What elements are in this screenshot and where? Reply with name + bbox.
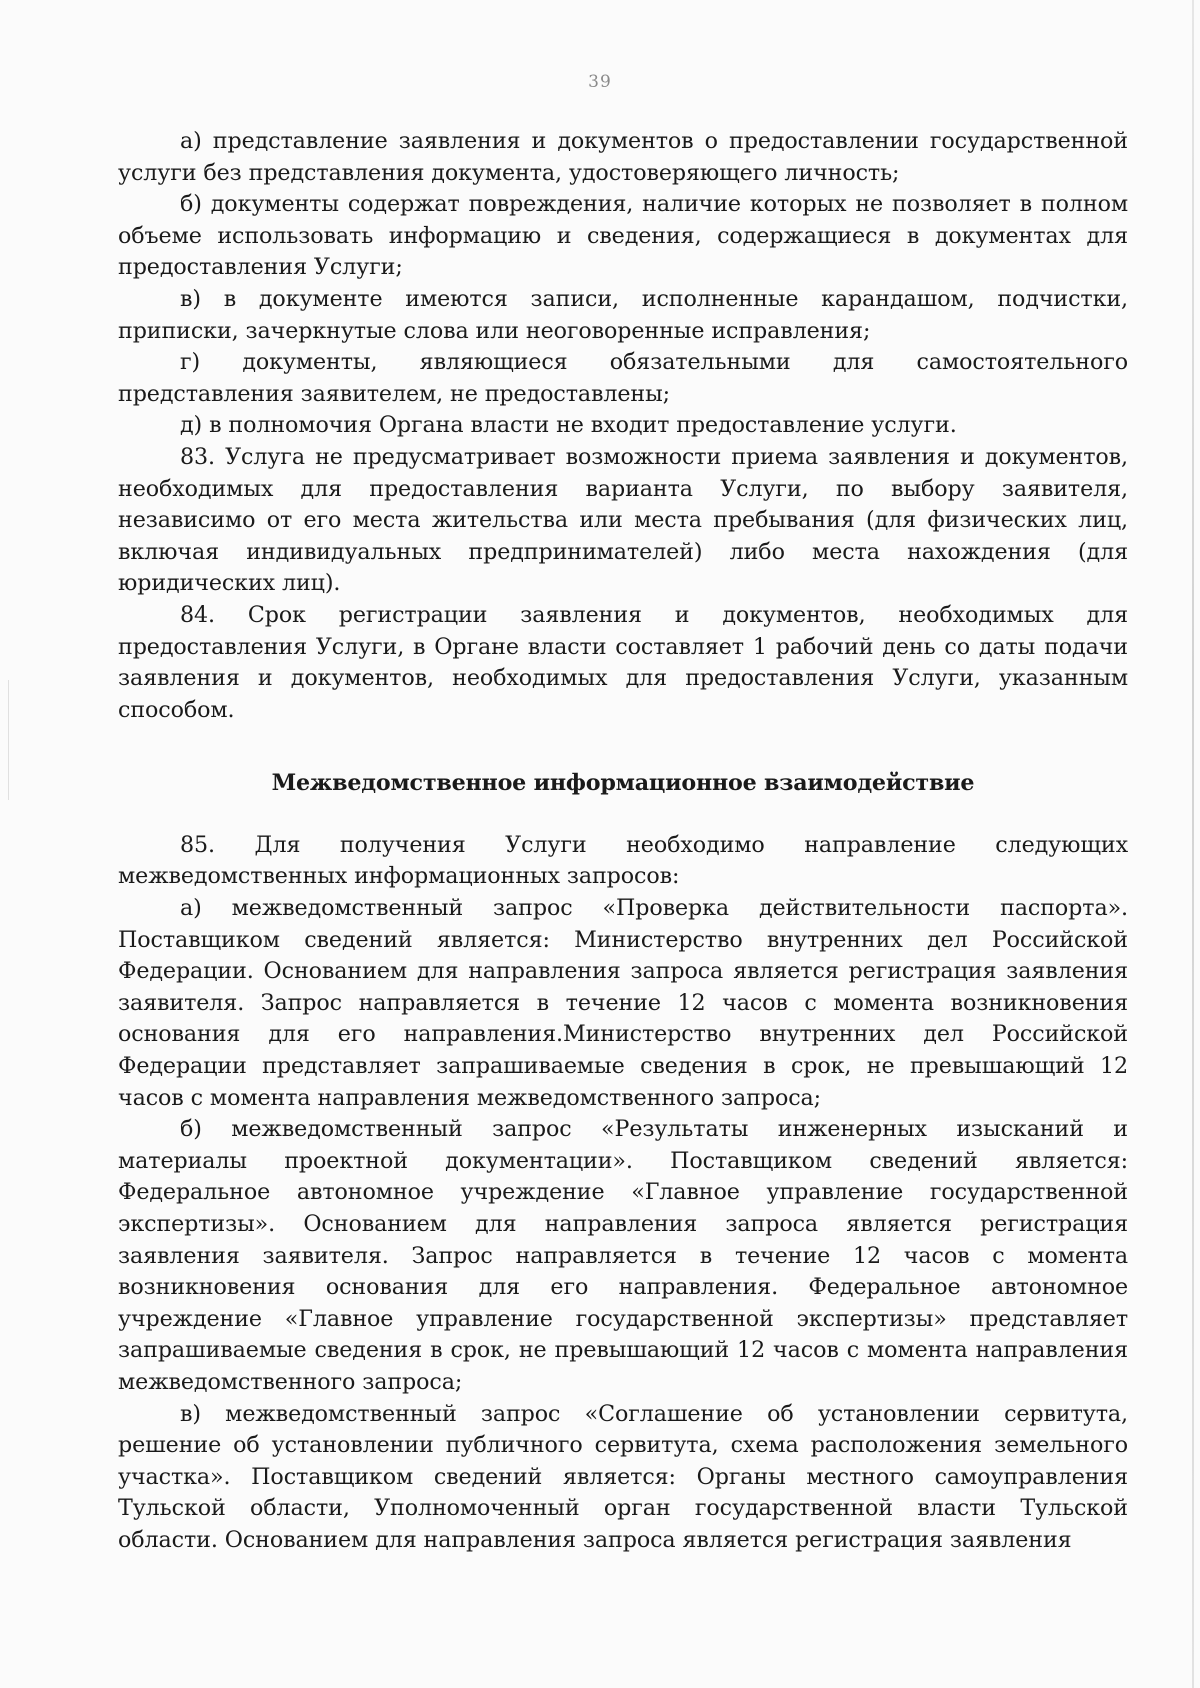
paragraph-85-b: б) межведомственный запрос «Результаты инженерных изысканий и материалы проектной документации». Поставщиком сведений является: Федеральное автономное учреждение «Главное управление государственной экспертизы». Основанием для направления запроса является регистрация заявления заявителя. Запрос направляется в течение 12 часов с момента возникновения основания для его направления. Федеральное автономное учреждение «Главное управление государственной экспертизы» представляет запрашиваемые сведения в срок, не превышающий 12 часов с момента направления межведомственного запроса; <box>118 1116 1128 1395</box>
paragraph-item-v: в) в документе имеются записи, исполненные карандашом, подчистки, приписки, зачеркнутые слова или неоговоренные исправления; <box>118 285 1128 344</box>
paragraph-85-a: а) межведомственный запрос «Проверка действительности паспорта». Поставщиком сведений является: Министерство внутренних дел Российской Федерации. Основанием для направления запроса является регистрация заявления заявителя. Запрос направляется в течение 12 часов с момента возникновения основания для его направления.Министерство внутренних дел Российской Федерации представляет запрашиваемые сведения в срок, не превышающий 12 часов с момента направления межведомственного запроса; <box>118 895 1128 1111</box>
document-body <box>118 126 1128 1557</box>
paragraph-item-g: г) документы, являющиеся обязательными для самостоятельного представления заявителем, не предоставлены; <box>118 349 1128 407</box>
paragraph-83: 83. Услуга не предусматривает возможности приема заявления и документов, необходимых для предоставления варианта Услуги, по выбору заявителя, независимо от его места жительства или места пребывания (для физических лиц, включая индивидуальных предпринимателей) либо места нахождения (для юридических лиц). <box>118 443 1128 597</box>
paragraph-85-v: в) межведомственный запрос «Соглашение об установлении сервитута, решение об установлении публичного сервитута, схема расположения земельного участка». Поставщиком сведений является: Органы местного самоуправления Тульской области, Уполномоченный орган государственной власти Тульской области. Основанием для направления запроса является регистрация заявления <box>118 1400 1128 1553</box>
paragraph-item-b: б) документы содержат повреждения, наличие которых не позволяет в полном объеме использовать информацию и сведения, содержащиеся в документах для предоставления Услуги; <box>118 191 1128 281</box>
scan-margin-mark <box>8 680 9 800</box>
page-number: 39 <box>588 72 612 92</box>
paragraph-item-d: д) в полномочия Органа власти не входит предоставление услуги. <box>180 412 957 439</box>
paragraph-84: 84. Срок регистрации заявления и документов, необходимых для предоставления Услуги, в Органе власти составляет 1 рабочий день со даты подачи заявления и документов, необходимых для предоставления Услуги, указанным способом. <box>118 601 1128 723</box>
paragraph-item-a: а) представление заявления и документов о предоставлении государственной услуги без представления документа, удостоверяющего личность; <box>118 128 1128 186</box>
section-heading: Межведомственное информационное взаимодействие <box>271 770 975 797</box>
scan-edge-line <box>1192 0 1194 1688</box>
paragraph-85: 85. Для получения Услуги необходимо направление следующих межведомственных информационных запросов: <box>118 831 1128 890</box>
